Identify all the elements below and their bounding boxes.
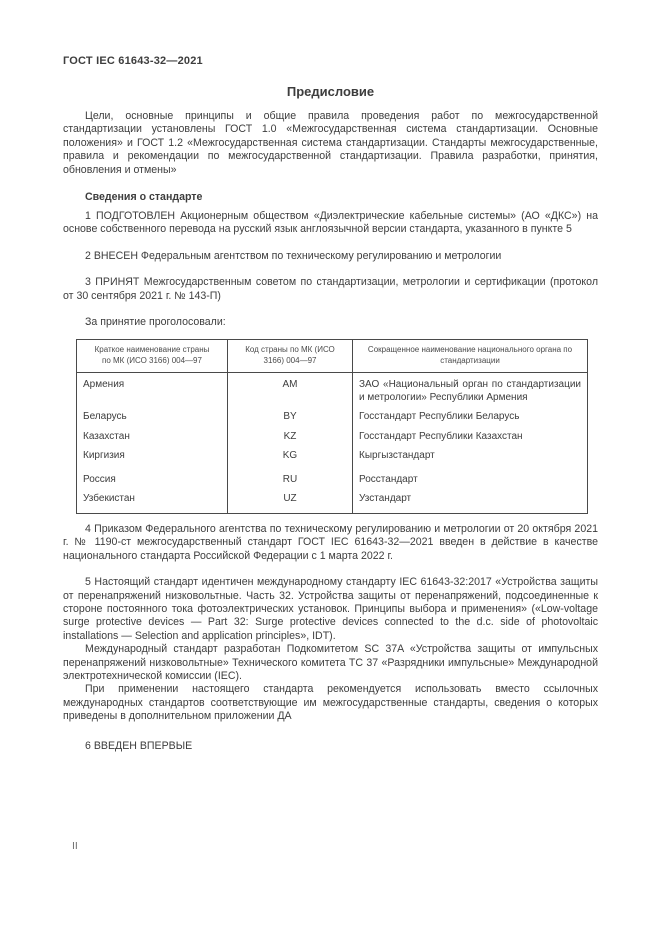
- table-row: [77, 408, 588, 428]
- table-row: [77, 467, 588, 491]
- voting-countries-table: [76, 339, 588, 514]
- table-row: [77, 373, 588, 409]
- country-cell: Казахстан: [77, 428, 228, 448]
- standard-info-heading: Сведения о стандарте: [85, 191, 203, 204]
- org-cell: ЗАО «Национальный орган по стандартизации и метрологии» Республики Армения: [353, 373, 588, 409]
- country-cell: Беларусь: [77, 408, 228, 428]
- table-header-org: Сокращенное наименование национального органа по стандартизации: [353, 340, 588, 373]
- code-cell: AM: [228, 373, 353, 409]
- table-row: [77, 428, 588, 448]
- country-cell: Киргизия: [77, 447, 228, 467]
- standard-info-item-4: 4 Приказом Федерального агентства по техническому регулированию и метрологии от 20 октября 2021 г. № 1190-ст межгосударственный стандарт ГОСТ IEC 61643-32—2021 введен в действие в качестве национального стандарта Российской Федерации с 1 марта 2022 г.: [63, 522, 598, 562]
- table-header-row: [77, 340, 588, 373]
- org-cell: Кыргызстандарт: [353, 447, 588, 467]
- country-cell: Узбекистан: [77, 490, 228, 513]
- standard-info-item-5-note-1: Международный стандарт разработан Подкомитетом SC 37A «Устройства защиты от импульсных перенапряжений низковольтные» Технического комитета ТС 37 «Разрядники импульсные» Международной электротехнической комиссии (IEC).: [63, 643, 598, 683]
- code-cell: KZ: [228, 428, 353, 448]
- code-cell: UZ: [228, 490, 353, 513]
- standard-info-item-5: 5 Настоящий стандарт идентичен международному стандарту IEC 61643-32:2017 «Устройства защиты от перенапряжений низковольтные. Часть 32. Устройства защиты от перенапряжений, подсоединенные к стороне постоянного тока фотоэлектрических установок. Принципы выбора и применения» («Low-voltage surge protective devices — Part 32: Surge protective devices connected to the d.c. side of photovoltaic installations — Selection and application principles», IDT).: [63, 576, 598, 642]
- country-cell: Россия: [77, 467, 228, 491]
- page-number: II: [72, 840, 78, 852]
- table-header-country: Краткое наименование страны по МК (ИСО 3166) 004—97: [77, 340, 228, 373]
- document-number-header: ГОСТ IEC 61643-32—2021: [63, 55, 203, 67]
- vote-intro-line: За принятие проголосовали:: [85, 316, 226, 329]
- table-header-code: Код страны по МК (ИСО 3166) 004—97: [228, 340, 353, 373]
- org-cell: Госстандарт Республики Казахстан: [353, 428, 588, 448]
- standard-info-item-3: 3 ПРИНЯТ Межгосударственным советом по стандартизации, метрологии и сертификации (протокол от 30 сентября 2021 г. № 143-П): [63, 276, 598, 302]
- code-cell: BY: [228, 408, 353, 428]
- org-cell: Узстандарт: [353, 490, 588, 513]
- standard-info-item-1: 1 ПОДГОТОВЛЕН Акционерным обществом «Диэлектрические кабельные системы» (АО «ДКС») на основе собственного перевода на русский язык англоязычной версии стандарта, указанного в пункте 5: [63, 210, 598, 236]
- code-cell: RU: [228, 467, 353, 491]
- org-cell: Росстандарт: [353, 467, 588, 491]
- standard-info-item-2: 2 ВНЕСЕН Федеральным агентством по техническому регулированию и метрологии: [85, 249, 502, 262]
- country-cell: Армения: [77, 373, 228, 409]
- table-row: [77, 490, 588, 513]
- foreword-intro-paragraph: Цели, основные принципы и общие правила проведения работ по межгосударственной стандартизации установлены ГОСТ 1.0 «Межгосударственная система стандартизации. Основные положения» и ГОСТ 1.2 «Межгосударственная система стандартизации. Стандарты межгосударственные, правила и рекомендации по межгосударственной стандартизации. Правила разработки, принятия, обновления и отмены»: [63, 110, 598, 176]
- org-cell: Госстандарт Республики Беларусь: [353, 408, 588, 428]
- standard-info-item-5-note-2: При применении настоящего стандарта рекомендуется использовать вместо ссылочных международных стандартов соответствующие им межгосударственные стандарты, сведения о которых приведены в дополнительном приложении ДА: [63, 683, 598, 723]
- page-title: Предисловие: [286, 84, 375, 99]
- code-cell: KG: [228, 447, 353, 467]
- standard-info-item-6: 6 ВВЕДЕН ВПЕРВЫЕ: [85, 739, 193, 752]
- table-row: [77, 447, 588, 467]
